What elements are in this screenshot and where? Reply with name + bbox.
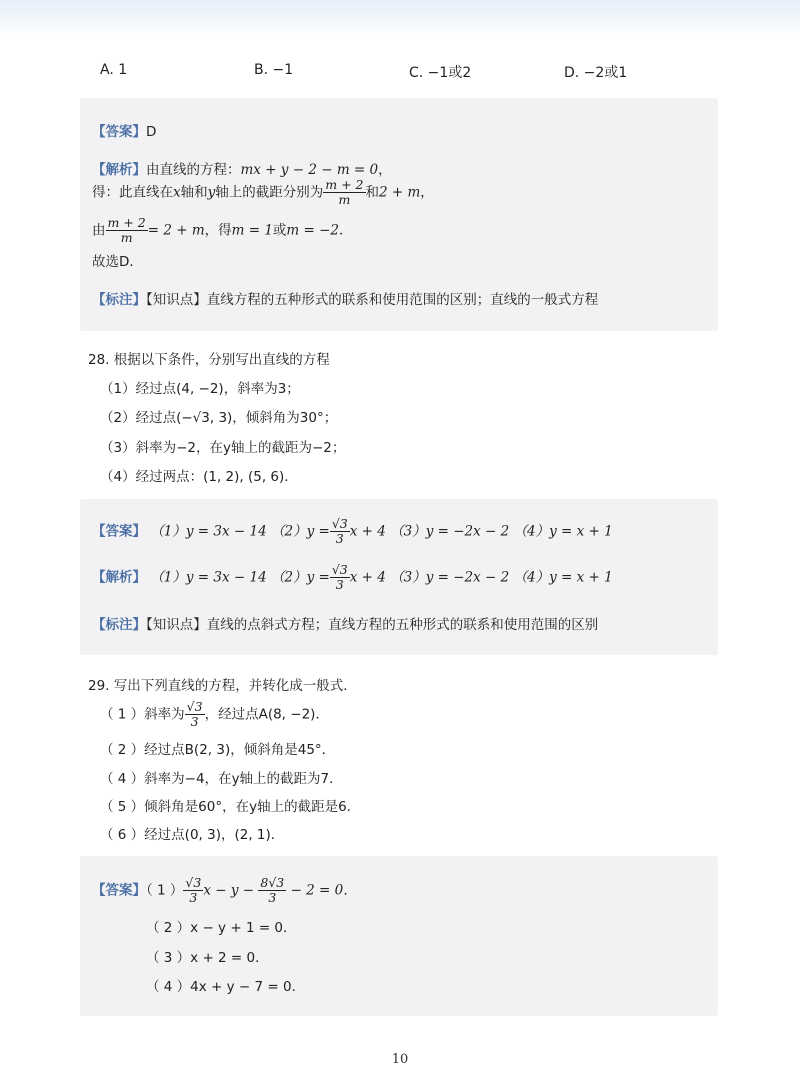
answer-line-4: （ 4 ）4x + y − 7 = 0． — [146, 979, 306, 995]
fraction — [330, 517, 350, 546]
answer-line — [92, 120, 156, 140]
fraction — [106, 216, 148, 245]
equation: mx + y − 2 − m = 0 — [240, 162, 379, 178]
analysis-line-4: 故选D． — [92, 254, 143, 270]
answer-value: D — [146, 124, 157, 140]
answer-tag: 【答案】 — [92, 882, 146, 899]
fraction — [258, 876, 286, 905]
frac-numerator: √3 — [331, 562, 348, 577]
analysis-text: 由 — [92, 222, 106, 239]
fraction — [183, 876, 203, 905]
answer-line — [92, 517, 613, 546]
answer-tag: 【答案】 — [92, 124, 146, 140]
expression: 2 + m — [379, 184, 421, 201]
question-29-item-1 — [100, 700, 329, 729]
fraction — [330, 563, 350, 592]
answer-panel-1 — [80, 98, 718, 331]
answer-index: （ 1 ） — [146, 882, 184, 899]
note-line — [92, 288, 598, 308]
frac-denominator: 3 — [190, 714, 199, 729]
analysis-part-2-rest: x + 4 — [349, 569, 386, 586]
question-29-item-5: （ 6 ）经过点(0, 3)，(2, 1)． — [100, 827, 285, 843]
analysis-line-3: 由 $\frac{m + 2}{m}$ = 2 + m，得m = 1或m = −2． — [92, 215, 353, 245]
answer-tag: 【答案】 — [92, 523, 146, 540]
frac-denominator: m — [338, 192, 351, 207]
answer-line-3: （ 3 ）x + 2 = 0． — [146, 950, 269, 966]
analysis-line — [92, 563, 613, 592]
item-text: ，经过点A(8, −2)． — [204, 706, 329, 723]
frac-numerator: √3 — [186, 699, 203, 714]
analysis-text: ，得 — [204, 222, 232, 239]
analysis-text: 得：此直线在 — [92, 184, 173, 201]
analysis-text: 由直线的方程： — [146, 162, 241, 178]
answer-part-2-rest: x + 4 — [349, 523, 386, 540]
note-text: 【知识点】直线方程的五种形式的联系和使用范围的区别；直线的一般式方程 — [146, 292, 599, 308]
item-text: （ 1 ）斜率为 — [100, 706, 185, 723]
frac-denominator: 3 — [335, 577, 344, 592]
fraction — [323, 178, 365, 207]
option-d: D. −2或1 — [564, 65, 628, 81]
note-tag: 【标注】 — [92, 292, 146, 308]
analysis-text: 轴和 — [180, 184, 208, 201]
analysis-line-2: 得：此直线在x轴和y轴上的截距分别为 $\frac{m + 2}{m}$ 和2 + m， — [92, 177, 434, 207]
frac-denominator: 3 — [335, 531, 344, 546]
header-band — [0, 0, 800, 38]
analysis-part-4: （4）y = x + 1 — [513, 569, 613, 586]
frac-numerator: m + 2 — [107, 215, 146, 230]
var-x: x — [173, 184, 181, 201]
option-b: B. −1 — [254, 62, 294, 78]
question-28-item-1: （1）经过点(4, −2)，斜率为3； — [100, 381, 300, 397]
question-29-item-3: （ 4 ）斜率为−4，在y轴上的截距为7． — [100, 771, 343, 787]
expression: m = 1 — [231, 222, 273, 239]
fraction — [185, 700, 205, 729]
analysis-part-1: （1）y = 3x − 14 — [150, 569, 267, 586]
analysis-text: 和 — [365, 184, 379, 201]
question-28-item-2: （2）经过点(−√3, 3)，倾斜角为30°； — [100, 410, 338, 426]
answer-line-2: （ 2 ）x − y + 1 = 0． — [146, 920, 297, 936]
frac-numerator: m + 2 — [325, 177, 364, 192]
frac-numerator: √3 — [185, 875, 202, 890]
question-28-item-4: （4）经过两点：(1, 2), (5, 6)． — [100, 469, 298, 485]
page-number: 10 — [391, 1052, 409, 1067]
analysis-tag: 【解析】 — [92, 569, 146, 586]
analysis-tag: 【解析】 — [92, 162, 146, 178]
analysis-part-3: （3）y = −2x − 2 — [390, 569, 510, 586]
question-29-title: 29. 写出下列直线的方程，并转化成一般式． — [88, 678, 357, 694]
expression: m = −2 — [286, 222, 340, 239]
analysis-part-2: （2）y = — [270, 569, 330, 586]
question-29-item-4: （ 5 ）倾斜角是60°，在y轴上的截距是6． — [100, 799, 361, 815]
frac-denominator: m — [120, 230, 133, 245]
answer-part-4: （4）y = x + 1 — [513, 523, 613, 540]
option-a: A. 1 — [100, 62, 128, 78]
frac-denominator: 3 — [268, 890, 277, 905]
analysis-text: 轴上的截距分别为 — [215, 184, 324, 201]
note-text: 【知识点】直线的点斜式方程；直线方程的五种形式的联系和使用范围的区别 — [146, 617, 599, 633]
frac-numerator: √3 — [331, 516, 348, 531]
answer-panel-2 — [80, 499, 718, 655]
note-line — [92, 613, 598, 633]
question-28-item-3: （3）斜率为−2，在y轴上的截距为−2； — [100, 440, 346, 456]
analysis-line-1: 【解析】由直线的方程：mx + y − 2 − m = 0， — [92, 162, 392, 178]
expression: = 2 + m — [147, 222, 205, 239]
answer-panel-3 — [80, 856, 718, 1016]
answer-line-1 — [92, 876, 357, 905]
option-c: C. −1或2 — [409, 65, 472, 81]
frac-denominator: 3 — [189, 890, 198, 905]
answer-part-2: （2）y = — [270, 523, 330, 540]
choice-options — [100, 62, 720, 82]
analysis-text: 或 — [272, 222, 287, 239]
question-29-item-2: （ 2 ）经过点B(2, 3)，倾斜角是45°． — [100, 742, 336, 758]
frac-numerator: 8√3 — [260, 875, 285, 890]
var-y: y — [207, 184, 216, 201]
expression: − 2 = 0． — [290, 882, 357, 899]
note-tag: 【标注】 — [92, 617, 146, 633]
question-28-title: 28. 根据以下条件，分别写出直线的方程 — [88, 352, 330, 368]
answer-part-3: （3）y = −2x − 2 — [390, 523, 510, 540]
expression: x − y − — [203, 882, 255, 899]
answer-part-1: （1）y = 3x − 14 — [150, 523, 267, 540]
